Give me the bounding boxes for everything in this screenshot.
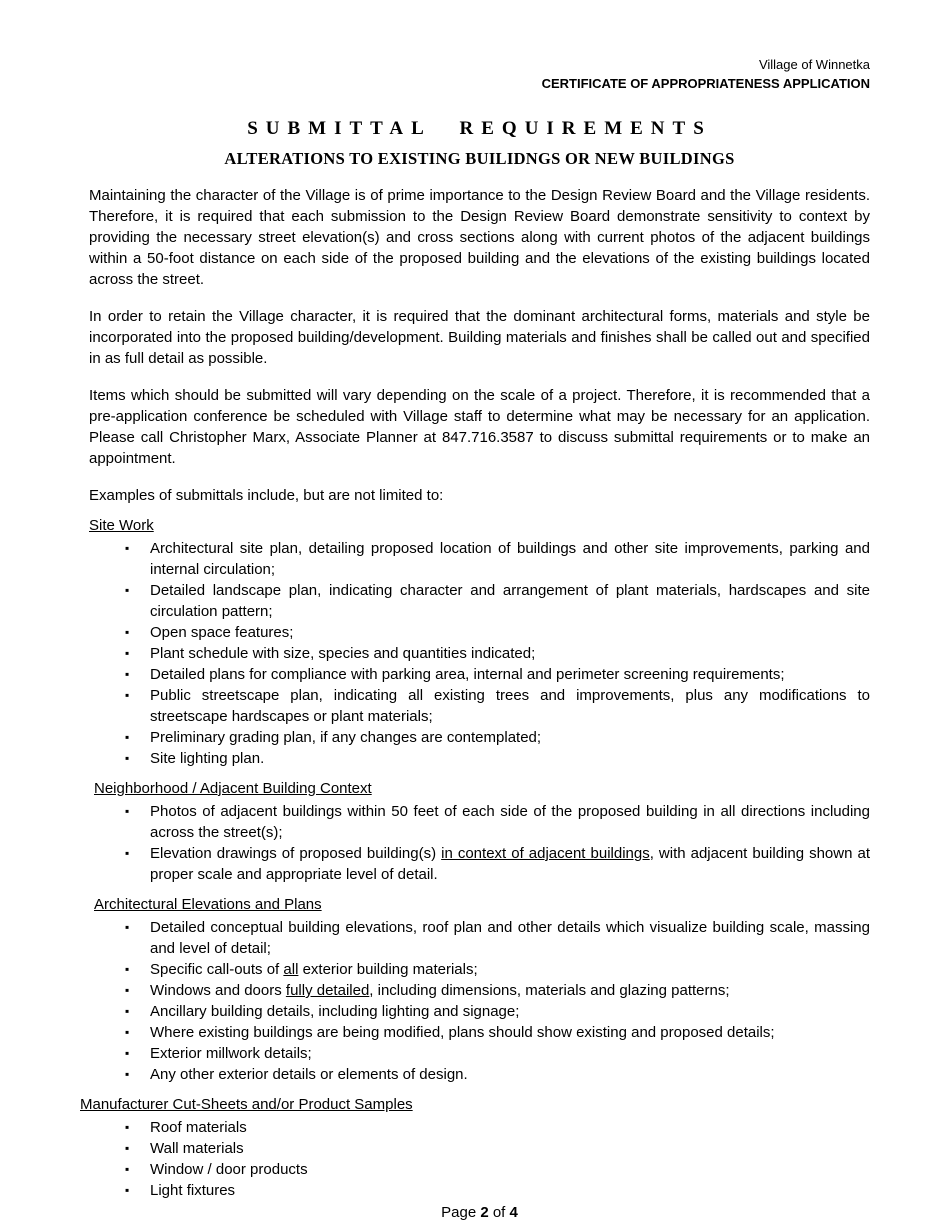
bullet-icon: ▪ xyxy=(125,1141,130,1155)
list-item-text xyxy=(150,959,870,980)
section-architectural-elevations xyxy=(89,894,870,1085)
bullet-icon: ▪ xyxy=(125,1004,130,1018)
section-site-work xyxy=(89,515,870,769)
list-item xyxy=(89,959,870,980)
list-item xyxy=(89,1138,870,1159)
list-item-text-segment: , with adjacent building shown at proper scale and appropriate level of detail. xyxy=(150,845,870,883)
list-item xyxy=(89,580,870,622)
bullet-icon: ▪ xyxy=(125,625,130,639)
list-item xyxy=(89,1022,870,1043)
section-heading-neighborhood-context: Neighborhood / Adjacent Building Context xyxy=(94,780,372,797)
page-footer-label: Page xyxy=(441,1204,481,1221)
list-item-text: Plant schedule with size, species and quantities indicated; xyxy=(150,645,536,662)
list-item xyxy=(89,801,870,843)
list-item xyxy=(89,664,870,685)
section-manufacturer-cut-sheets xyxy=(80,1094,870,1201)
section-neighborhood-context xyxy=(89,778,870,885)
bullet-icon: ▪ xyxy=(125,920,130,934)
list-item-text: Light fixtures xyxy=(150,1182,236,1199)
page-total: 4 xyxy=(509,1204,518,1221)
bullet-icon: ▪ xyxy=(125,751,130,765)
bullet-icon: ▪ xyxy=(125,583,130,597)
list-item-text-underlined: all xyxy=(283,961,299,978)
bullet-icon: ▪ xyxy=(125,1067,130,1081)
section-heading-manufacturer-cut-sheets: Manufacturer Cut-Sheets and/or Product Samples xyxy=(80,1096,413,1113)
list-item-text: Detailed conceptual building elevations, roof plan and other details which visualize building scale, massing and level of detail; xyxy=(150,919,870,957)
list-item-text-segment: Windows and doors xyxy=(150,982,286,999)
list-item-text: Where existing buildings are being modified, plans should show existing and proposed details; xyxy=(150,1024,775,1041)
bullet-icon: ▪ xyxy=(125,730,130,744)
list-item xyxy=(89,1180,870,1201)
section-heading-site-work: Site Work xyxy=(89,517,154,534)
list-item-text: Architectural site plan, detailing proposed location of buildings and other site improvements, parking and internal circulation; xyxy=(150,540,870,578)
page-footer-of: of xyxy=(488,1204,510,1221)
list-item xyxy=(89,1159,870,1180)
list-item-text: Photos of adjacent buildings within 50 feet of each side of the proposed building in all directions including across the street(s); xyxy=(150,803,870,841)
site-work-list xyxy=(89,538,870,769)
bullet-icon: ▪ xyxy=(125,1183,130,1197)
list-item xyxy=(89,1117,870,1138)
list-item-text: Wall materials xyxy=(150,1140,244,1157)
list-item-text: Site lighting plan. xyxy=(150,750,265,767)
page-subtitle: ALTERATIONS TO EXISTING BUILIDNGS OR NEW BUILDINGS xyxy=(224,149,735,168)
list-item-text-segment: exterior building materials; xyxy=(298,961,478,978)
list-item-text: Detailed landscape plan, indicating character and arrangement of plant materials, hardscapes and site circulation pattern; xyxy=(150,582,870,620)
list-item xyxy=(89,1064,870,1085)
list-item xyxy=(89,917,870,959)
list-item xyxy=(89,748,870,769)
list-item-text: Preliminary grading plan, if any changes are contemplated; xyxy=(150,729,542,746)
list-item-text: Exterior millwork details; xyxy=(150,1045,312,1062)
list-item-text: Public streetscape plan, indicating all existing trees and improvements, plus any modifications to streetscape hardscapes or plant materials; xyxy=(150,687,870,725)
bullet-icon: ▪ xyxy=(125,1162,130,1176)
list-item-text: Window / door products xyxy=(150,1161,308,1178)
list-item-text: Ancillary building details, including lighting and signage; xyxy=(150,1003,520,1020)
org-name: Village of Winnetka xyxy=(758,57,870,72)
list-item xyxy=(89,843,870,885)
list-item xyxy=(89,1043,870,1064)
bullet-icon: ▪ xyxy=(125,1120,130,1134)
bullet-icon: ▪ xyxy=(125,688,130,702)
application-title: CERTIFICATE OF APPROPRIATENESS APPLICATION xyxy=(541,76,870,91)
list-item xyxy=(89,622,870,643)
bullet-icon: ▪ xyxy=(125,1025,130,1039)
bullet-icon: ▪ xyxy=(125,804,130,818)
intro-paragraph-2: In order to retain the Village character, it is required that the dominant architectural forms, materials and style be incorporated into the proposed building/development. Building materials and finishes shall be called out and specified in as full detail as possible. xyxy=(89,308,870,367)
bullet-icon: ▪ xyxy=(125,983,130,997)
list-item-text: Open space features; xyxy=(150,624,294,641)
list-item xyxy=(89,1001,870,1022)
bullet-icon: ▪ xyxy=(125,646,130,660)
document-header xyxy=(89,55,870,93)
list-item-text xyxy=(150,843,870,885)
bullet-icon: ▪ xyxy=(125,962,130,976)
page-footer xyxy=(89,1202,870,1223)
list-item-text: Detailed plans for compliance with parking area, internal and perimeter screening requirements; xyxy=(150,666,785,683)
page-number: 2 xyxy=(480,1204,489,1221)
list-item xyxy=(89,685,870,727)
list-item-text: Any other exterior details or elements of design. xyxy=(150,1066,468,1083)
bullet-icon: ▪ xyxy=(125,667,130,681)
list-item xyxy=(89,727,870,748)
bullet-icon: ▪ xyxy=(125,1046,130,1060)
page-title: SUBMITTAL REQUIREMENTS xyxy=(247,118,712,139)
list-item xyxy=(89,538,870,580)
section-heading-architectural-elevations: Architectural Elevations and Plans xyxy=(94,896,322,913)
list-item-text-segment: Elevation drawings of proposed building(s) xyxy=(150,845,442,862)
intro-paragraph-3: Items which should be submitted will vary depending on the scale of a project. Therefore, it is recommended that a pre-application conference be scheduled with Village staff to determine what may be necessary for an application. Please call Christopher Marx, Associate Planner at 847.716.3587 to discuss submittal requirements or to make an appointment. xyxy=(89,387,870,467)
list-item xyxy=(89,643,870,664)
manufacturer-cut-sheets-list xyxy=(89,1117,870,1201)
list-item-text xyxy=(150,980,870,1001)
list-item-text-underlined: in context of adjacent buildings xyxy=(441,845,650,862)
intro-paragraph-1: Maintaining the character of the Village is of prime importance to the Design Review Board and the Village residents. Therefore, it is required that each submission to the Design Review Board demonstrate sensitivity to context by providing the necessary street elevation(s) and cross sections along with current photos of the adjacent buildings within a 50-foot distance on each side of the proposed building and the elevations of the existing buildings located across the street. xyxy=(89,187,870,288)
list-item-text-segment: Specific call-outs of xyxy=(150,961,284,978)
intro-paragraph-4: Examples of submittals include, but are not limited to: xyxy=(89,487,444,504)
list-item xyxy=(89,980,870,1001)
bullet-icon: ▪ xyxy=(125,541,130,555)
list-item-text: Roof materials xyxy=(150,1119,247,1136)
bullet-icon: ▪ xyxy=(125,846,130,860)
list-item-text-underlined: fully detailed xyxy=(285,982,370,999)
list-item-text-segment: , including dimensions, materials and glazing patterns; xyxy=(369,982,730,999)
architectural-elevations-list xyxy=(89,917,870,1085)
neighborhood-context-list xyxy=(89,801,870,885)
